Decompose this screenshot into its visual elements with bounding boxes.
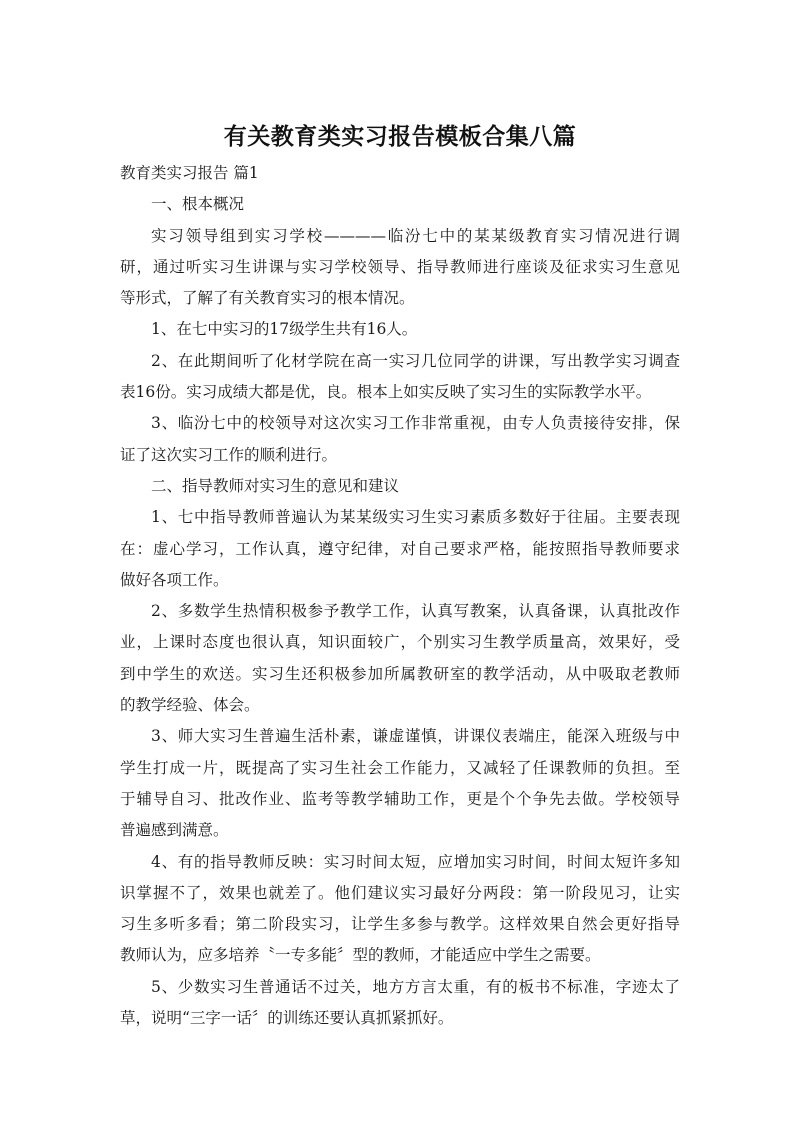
section-heading-teacher-feedback: 二、指导教师对实习生的意见和建议	[151, 476, 400, 495]
paragraph-line: 的教学经验、体会。	[120, 696, 260, 715]
section2-item-5	[120, 972, 680, 1035]
paragraph-line: 4、有的指导教师反映：实习时间太短，应增加实习时间，时间太短许多知	[151, 852, 680, 871]
paragraph-line: 3、临汾七中的校领导对这次实习工作非常重视，由专人负责接待安排，保	[151, 414, 680, 433]
section2-item-4	[120, 847, 680, 972]
section1-item-2	[120, 346, 680, 409]
paragraph-line: 等形式，了解了有关教育实习的根本情况。	[120, 289, 415, 308]
paragraph-line: 2、在此期间听了化材学院在高一实习几位同学的讲课，写出教学实习调查	[151, 351, 680, 370]
paragraph-line: 在：虚心学习，工作认真，遵守纪律，对自己要求严格，能按照指导教师要求	[120, 539, 680, 558]
paragraph-line: 识掌握不了，效果也就差了。他们建议实习最好分两段：第一阶段见习，让实	[120, 883, 680, 902]
paragraph-line: 业，上课时态度也很认真，知识面较广，个别实习生教学质量高，效果好，受	[120, 633, 680, 652]
paragraph-line: 1、七中指导教师普遍认为某某级实习生实习素质多数好于往届。主要表现	[151, 508, 680, 527]
paragraph-line: 习生多听多看；第二阶段实习，让学生多参与教学。这样效果自然会更好指导	[120, 915, 680, 934]
section2-item-3	[120, 721, 680, 846]
paragraph-line: 到中学生的欢送。实习生还积极参加所属教研室的教学活动，从中吸取老教师	[120, 664, 680, 683]
paragraph-line: 做好各项工作。	[120, 570, 229, 589]
paragraph-line: 于辅导自习、批改作业、监考等教学辅助工作，更是个个争先去做。学校领导	[120, 789, 680, 808]
paragraph-line: 证了这次实习工作的顺利进行。	[120, 445, 338, 464]
paragraph-line: 学生打成一片，既提高了实习生社会工作能力，又减轻了任课教师的负担。至	[120, 758, 680, 777]
section-heading-basic-overview: 一、根本概况	[151, 195, 245, 214]
paragraph-line: 草，说明“三字一话〞的训练还要认真抓紧抓好。	[120, 1009, 454, 1028]
section2-item-2	[120, 596, 680, 721]
section1-item-3	[120, 408, 680, 471]
paragraph-line: 研，通过听实习生讲课与实习学校领导、指导教师进行座谈及征求实习生意见	[120, 257, 680, 276]
paragraph-line: 普遍感到满意。	[120, 821, 229, 840]
paragraph-line: 表16份。实习成绩大都是优，良。根本上如实反映了实习生的实际教学水平。	[120, 383, 652, 402]
paragraph-line: 教师认为，应多培养〝一专多能〞型的教师，才能适应中学生之需要。	[120, 946, 601, 965]
document-body	[120, 158, 680, 1034]
paragraph-line: 2、多数学生热情积极参予教学工作，认真写教案，认真备课，认真批改作	[151, 602, 680, 621]
report-subtitle: 教育类实习报告 篇1	[120, 164, 259, 182]
section1-item-1	[120, 314, 680, 345]
section1-intro-paragraph	[120, 221, 680, 315]
paragraph-line: 实习领导组到实习学校————临汾七中的某某级教育实习情况进行调	[151, 226, 680, 245]
document-title: 有关教育类实习报告模板合集八篇	[223, 124, 577, 150]
paragraph-line: 5、少数实习生普通话不过关，地方方言太重，有的板书不标准，字迹太了	[151, 977, 680, 996]
section2-item-1	[120, 502, 680, 596]
paragraph-line: 3、师大实习生普遍生活朴素，谦虚谨慎，讲课仪表端庄，能深入班级与中	[151, 727, 680, 746]
paragraph-line: 1、在七中实习的17级学生共有16人。	[151, 320, 418, 339]
